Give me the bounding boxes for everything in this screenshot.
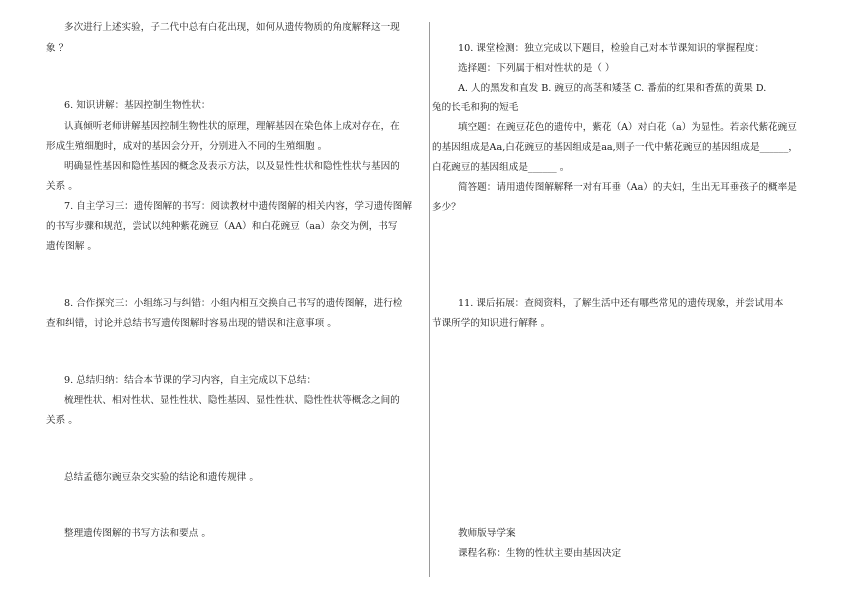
section-7-line-1: 7. 自主学习三：遗传图解的书写：阅读教材中遗传图解的相关内容，学习遗传图解 [64,201,412,212]
section-6-para1-line-2: 形成生殖细胞时，成对的基因会分开，分别进入不同的生殖细胞 。 [46,141,328,152]
right-column [431,0,860,607]
fill-question-line-2: 的基因组成是Aa,白花豌豆的基因组成是aa,则子一代中紫花豌豆的基因组成是______， [432,142,798,153]
section-9-para3: 整理遗传图解的书写方法和要点 。 [64,528,211,539]
fill-question-line-3: 白花豌豆的基因组成是______ 。 [432,162,570,173]
choice-options-line-1: A. 人的黑发和直发 B. 豌豆的高茎和矮茎 C. 番茄的红果和香蕉的黄果 D. [458,83,767,94]
section-9-para1-line-2: 关系 。 [46,415,78,426]
short-answer-line-1: 简答题：请用遗传图解解释一对有耳垂（Aa）的夫妇，生出无耳垂孩子的概率是 [458,182,797,193]
section-11-line-1: 11. 课后拓展：查阅资料，了解生活中还有哪些常见的遗传现象，并尝试用本 [458,298,784,309]
section-7-line-2: 的书写步骤和规范，尝试以纯种紫花豌豆（AA）和白花豌豆（aa）杂交为例，书写 [46,221,398,232]
choice-question: 选择题：下列属于相对性状的是（ ） [458,63,615,74]
short-answer-line-2: 多少？ [432,202,461,213]
footer-title: 教师版导学案 [458,528,516,539]
section-9-heading: 9. 总结归纳：结合本节课的学习内容，自主完成以下总结： [64,375,317,386]
section-6-para2-line-1: 明确显性基因和隐性基因的概念及表示方法，以及显性性状和隐性性状与基因的 [64,161,400,172]
section-9-para1-line-1: 梳理性状、相对性状、显性性状、隐性基因、显性性状、隐性性状等概念之间的 [64,395,400,406]
section-9-para2: 总结孟德尔豌豆杂交实验的结论和遗传规律 。 [64,472,259,483]
section-8-line-1: 8. 合作探究三：小组练习与纠错：小组内相互交换自己书写的遗传图解，进行检 [64,298,403,309]
fill-question-line-1: 填空题：在豌豆花色的遗传中，紫花（A）对白花（a）为显性。若亲代紫花豌豆 [458,122,797,133]
footer-course-name: 课程名称：生物的性状主要由基因决定 [458,548,622,559]
section-6-para1-line-1: 认真倾听老师讲解基因控制生物性状的原理，理解基因在染色体上成对存在，在 [64,121,400,132]
section-11-line-2: 节课所学的知识进行解释 。 [432,318,551,329]
choice-options-line-2: 兔的长毛和狗的短毛 [432,102,519,113]
section-8-line-2: 查和纠错，讨论并总结书写遗传图解时容易出现的错误和注意事项 。 [46,318,337,329]
section-6-heading: 6. 知识讲解：基因控制生物性状： [64,100,211,111]
section-7-line-3: 遗传图解 。 [46,241,98,252]
section-6-para2-line-2: 关系 。 [46,181,78,192]
experiment-question-line-1: 多次进行上述实验，子二代中总有白花出现，如何从遗传物质的角度解释这一现 [64,22,400,33]
section-10-heading: 10. 课堂检测：独立完成以下题目，检验自己对本节课知识的掌握程度： [458,43,765,54]
experiment-question-line-2: 象 ？ [46,43,69,54]
